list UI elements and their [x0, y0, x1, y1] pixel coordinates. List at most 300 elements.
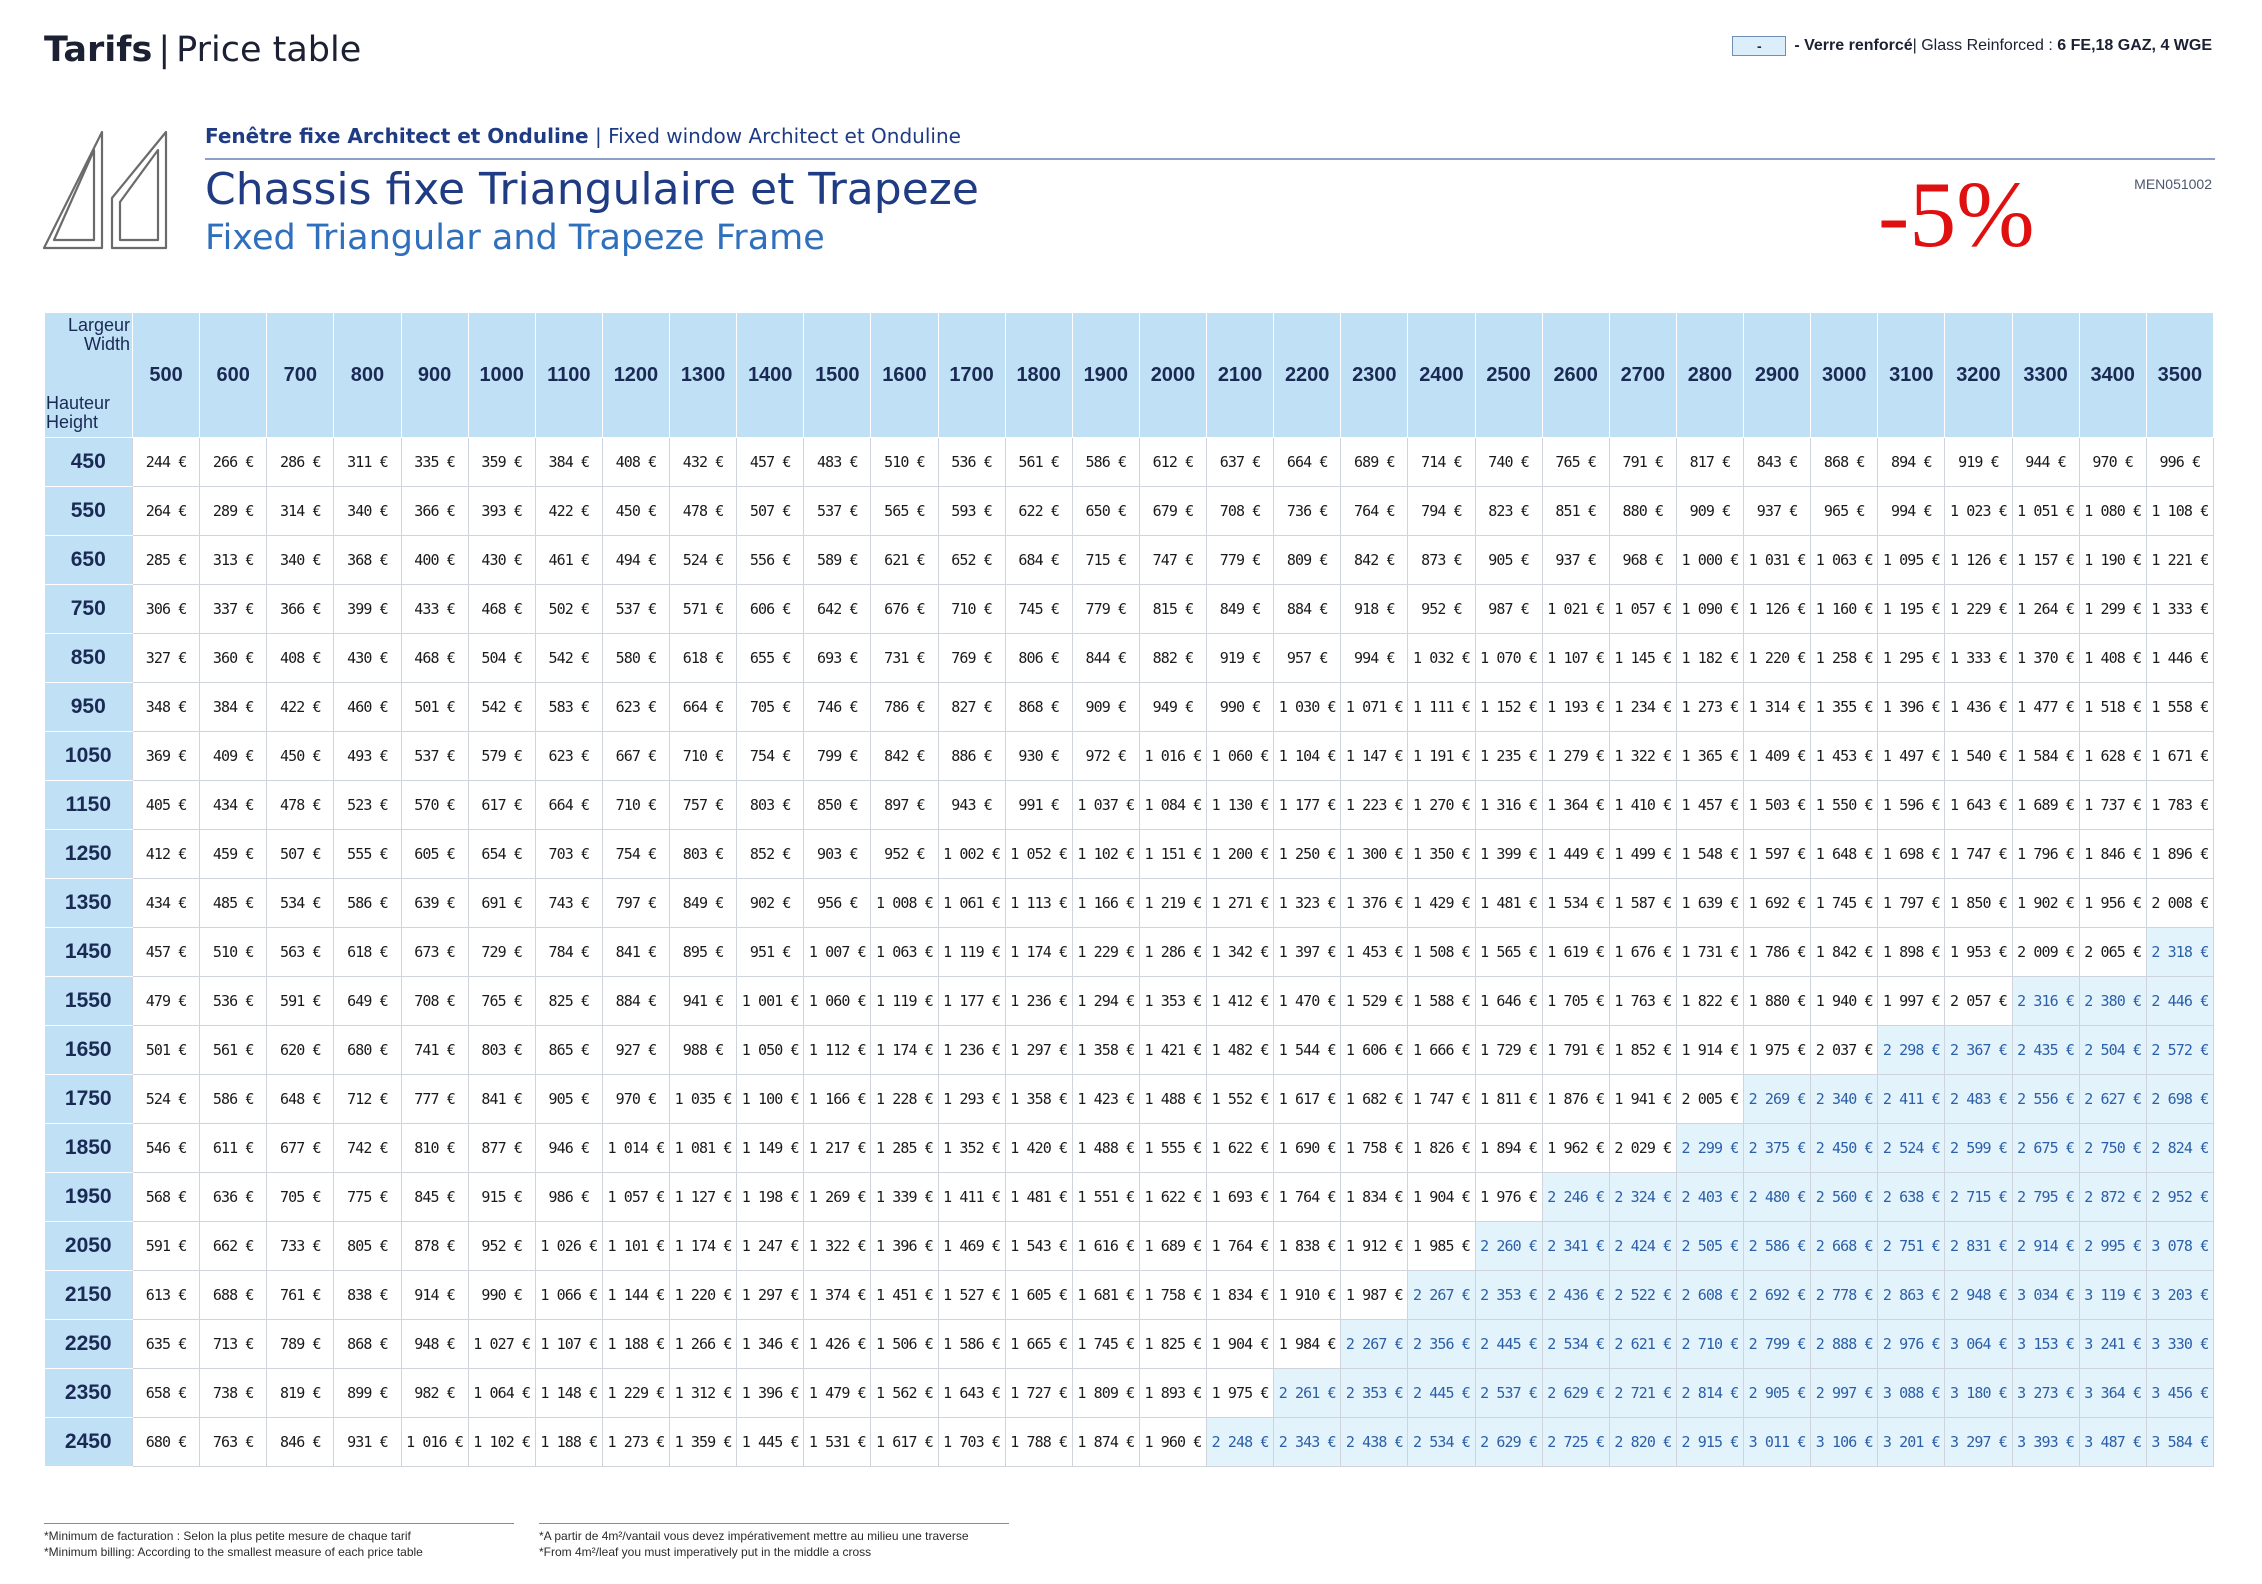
price-cell: 639 € — [401, 879, 468, 928]
price-cell: 2 629 € — [1542, 1369, 1609, 1418]
price-cell: 306 € — [133, 585, 200, 634]
price-cell: 3 456 € — [2146, 1369, 2213, 1418]
height-header-2150: 2150 — [45, 1271, 133, 1320]
price-cell: 1 220 € — [670, 1271, 737, 1320]
price-cell: 1 558 € — [2146, 683, 2213, 732]
price-cell: 806 € — [1005, 634, 1072, 683]
price-cell: 1 975 € — [1744, 1026, 1811, 1075]
price-cell: 1 681 € — [1072, 1271, 1139, 1320]
price-cell: 994 € — [1341, 634, 1408, 683]
price-cell: 946 € — [535, 1124, 602, 1173]
price-cell: 1 229 € — [1072, 928, 1139, 977]
price-cell: 1 548 € — [1676, 830, 1743, 879]
price-cell: 618 € — [334, 928, 401, 977]
price-cell: 1 834 € — [1207, 1271, 1274, 1320]
height-header-1450: 1450 — [45, 928, 133, 977]
price-cell: 1 174 € — [871, 1026, 938, 1075]
price-cell: 1 323 € — [1274, 879, 1341, 928]
price-cell: 366 € — [401, 487, 468, 536]
price-cell: 1 479 € — [804, 1369, 871, 1418]
price-cell: 649 € — [334, 977, 401, 1026]
price-cell: 461 € — [535, 536, 602, 585]
price-cell: 868 € — [1811, 438, 1878, 487]
legend-spec: 6 FE,18 GAZ, 4 WGE — [2057, 37, 2212, 54]
price-cell: 1 584 € — [2012, 732, 2079, 781]
price-cell: 457 € — [737, 438, 804, 487]
price-cell: 1 551 € — [1072, 1173, 1139, 1222]
price-cell: 713 € — [200, 1320, 267, 1369]
price-cell: 779 € — [1207, 536, 1274, 585]
price-cell: 2 411 € — [1878, 1075, 1945, 1124]
price-cell: 1 396 € — [871, 1222, 938, 1271]
price-cell: 703 € — [535, 830, 602, 879]
price-cell: 3 106 € — [1811, 1418, 1878, 1467]
price-cell: 2 534 € — [1408, 1418, 1475, 1467]
price-cell: 1 166 € — [1072, 879, 1139, 928]
price-cell: 654 € — [468, 830, 535, 879]
price-cell: 359 € — [468, 438, 535, 487]
price-cell: 1 904 € — [1408, 1173, 1475, 1222]
price-cell: 2 269 € — [1744, 1075, 1811, 1124]
price-cell: 1 353 € — [1139, 977, 1206, 1026]
price-cell: 460 € — [334, 683, 401, 732]
legend-glass: Glass Reinforced : — [1921, 37, 2058, 54]
price-cell: 2 267 € — [1341, 1320, 1408, 1369]
price-cell: 2 725 € — [1542, 1418, 1609, 1467]
price-cell: 1 228 € — [871, 1075, 938, 1124]
price-cell: 1 016 € — [401, 1418, 468, 1467]
price-cell: 1 643 € — [938, 1369, 1005, 1418]
price-cell: 1 157 € — [2012, 536, 2079, 585]
price-cell: 3 297 € — [1945, 1418, 2012, 1467]
price-cell: 943 € — [938, 781, 1005, 830]
price-cell: 3 088 € — [1878, 1369, 1945, 1418]
price-cell: 1 396 € — [737, 1369, 804, 1418]
price-cell: 662 € — [200, 1222, 267, 1271]
price-cell: 1 605 € — [1005, 1271, 1072, 1320]
height-header-650: 650 — [45, 536, 133, 585]
price-cell: 849 € — [1207, 585, 1274, 634]
price-cell: 1 783 € — [2146, 781, 2213, 830]
price-cell: 988 € — [670, 1026, 737, 1075]
price-cell: 1 273 € — [1676, 683, 1743, 732]
price-cell: 1 962 € — [1542, 1124, 1609, 1173]
price-cell: 2 504 € — [2079, 1026, 2146, 1075]
price-cell: 1 622 € — [1139, 1173, 1206, 1222]
price-cell: 623 € — [535, 732, 602, 781]
price-cell: 897 € — [871, 781, 938, 830]
price-cell: 583 € — [535, 683, 602, 732]
width-header-1300: 1300 — [670, 313, 737, 438]
price-cell: 1 506 € — [871, 1320, 938, 1369]
price-cell: 1 002 € — [938, 830, 1005, 879]
price-cell: 1 376 € — [1341, 879, 1408, 928]
legend-label-en — [1913, 37, 2212, 55]
price-cell: 1 457 € — [1676, 781, 1743, 830]
price-cell: 1 070 € — [1475, 634, 1542, 683]
price-cell: 1 764 € — [1274, 1173, 1341, 1222]
price-cell: 1 912 € — [1341, 1222, 1408, 1271]
price-cell: 2 721 € — [1609, 1369, 1676, 1418]
price-cell: 1 102 € — [1072, 830, 1139, 879]
glass-legend — [1732, 36, 2212, 56]
table-row — [45, 928, 2214, 977]
price-cell: 987 € — [1475, 585, 1542, 634]
price-cell: 850 € — [804, 781, 871, 830]
price-cell: 606 € — [737, 585, 804, 634]
price-cell: 991 € — [1005, 781, 1072, 830]
price-cell: 2 367 € — [1945, 1026, 2012, 1075]
price-cell: 1 026 € — [535, 1222, 602, 1271]
page-title — [44, 30, 361, 70]
price-cell: 1 297 € — [737, 1271, 804, 1320]
price-cell: 1 690 € — [1274, 1124, 1341, 1173]
width-header-2500: 2500 — [1475, 313, 1542, 438]
price-cell: 1 796 € — [2012, 830, 2079, 879]
price-cell: 738 € — [200, 1369, 267, 1418]
price-cell: 591 € — [133, 1222, 200, 1271]
price-cell: 1 588 € — [1408, 977, 1475, 1026]
price-cell: 915 € — [468, 1173, 535, 1222]
price-cell: 1 190 € — [2079, 536, 2146, 585]
price-cell: 3 011 € — [1744, 1418, 1811, 1467]
price-cell: 905 € — [1475, 536, 1542, 585]
height-label-fr: Hauteur — [46, 393, 111, 413]
price-cell: 1 100 € — [737, 1075, 804, 1124]
price-cell: 1 747 € — [1945, 830, 2012, 879]
price-cell: 3 119 € — [2079, 1271, 2146, 1320]
price-cell: 335 € — [401, 438, 468, 487]
price-cell: 1 374 € — [804, 1271, 871, 1320]
price-cell: 794 € — [1408, 487, 1475, 536]
price-cell: 1 597 € — [1744, 830, 1811, 879]
price-cell: 1 737 € — [2079, 781, 2146, 830]
price-cell: 1 316 € — [1475, 781, 1542, 830]
height-header-450: 450 — [45, 438, 133, 487]
legend-sep: | — [1912, 37, 1922, 54]
price-cell: 899 € — [334, 1369, 401, 1418]
width-header-800: 800 — [334, 313, 401, 438]
price-cell: 903 € — [804, 830, 871, 879]
price-cell: 311 € — [334, 438, 401, 487]
price-cell: 1 596 € — [1878, 781, 1945, 830]
price-cell: 412 € — [133, 830, 200, 879]
price-cell: 1 066 € — [535, 1271, 602, 1320]
width-header-1700: 1700 — [938, 313, 1005, 438]
width-header-2600: 2600 — [1542, 313, 1609, 438]
price-cell: 1 550 € — [1811, 781, 1878, 830]
price-cell: 769 € — [938, 634, 1005, 683]
price-cell: 483 € — [804, 438, 871, 487]
price-cell: 524 € — [670, 536, 737, 585]
price-cell: 1 834 € — [1341, 1173, 1408, 1222]
price-cell: 286 € — [267, 438, 334, 487]
price-cell: 3 364 € — [2079, 1369, 2146, 1418]
price-cell: 1 217 € — [804, 1124, 871, 1173]
price-cell: 1 236 € — [1005, 977, 1072, 1026]
title-separator: | — [158, 30, 171, 70]
price-cell: 1 195 € — [1878, 585, 1945, 634]
price-cell: 507 € — [737, 487, 804, 536]
price-cell: 1 350 € — [1408, 830, 1475, 879]
price-cell: 1 032 € — [1408, 634, 1475, 683]
price-cell: 745 € — [1005, 585, 1072, 634]
table-row — [45, 977, 2214, 1026]
price-cell: 1 565 € — [1475, 928, 1542, 977]
price-cell: 2 341 € — [1542, 1222, 1609, 1271]
price-cell: 1 503 € — [1744, 781, 1811, 830]
price-cell: 1 499 € — [1609, 830, 1676, 879]
width-header-2100: 2100 — [1207, 313, 1274, 438]
price-cell: 803 € — [737, 781, 804, 830]
price-cell: 2 524 € — [1878, 1124, 1945, 1173]
product-subheading-sep: | — [588, 124, 609, 148]
price-cell: 784 € — [535, 928, 602, 977]
price-cell: 1 000 € — [1676, 536, 1743, 585]
price-cell: 652 € — [938, 536, 1005, 585]
price-cell: 285 € — [133, 536, 200, 585]
width-header-1100: 1100 — [535, 313, 602, 438]
price-cell: 1 518 € — [2079, 683, 2146, 732]
price-cell: 825 € — [535, 977, 602, 1026]
price-cell: 3 153 € — [2012, 1320, 2079, 1369]
price-cell: 1 188 € — [535, 1418, 602, 1467]
price-cell: 1 250 € — [1274, 830, 1341, 879]
price-cell: 1 956 € — [2079, 879, 2146, 928]
price-cell: 1 940 € — [1811, 977, 1878, 1026]
price-cell: 941 € — [670, 977, 737, 1026]
price-cell: 1 322 € — [804, 1222, 871, 1271]
price-cell: 970 € — [2079, 438, 2146, 487]
width-header-1600: 1600 — [871, 313, 938, 438]
price-cell: 1 051 € — [2012, 487, 2079, 536]
price-cell: 1 671 € — [2146, 732, 2213, 781]
price-cell: 1 975 € — [1207, 1369, 1274, 1418]
price-cell: 931 € — [334, 1418, 401, 1467]
price-cell: 2 343 € — [1274, 1418, 1341, 1467]
page-title-fr: Tarifs — [44, 30, 153, 70]
price-cell: 1 346 € — [737, 1320, 804, 1369]
price-cell: 817 € — [1676, 438, 1743, 487]
price-cell: 1 144 € — [602, 1271, 669, 1320]
price-cell: 1 914 € — [1676, 1026, 1743, 1075]
price-cell: 823 € — [1475, 487, 1542, 536]
price-cell: 1 266 € — [670, 1320, 737, 1369]
width-header-3300: 3300 — [2012, 313, 2079, 438]
price-cell: 2 261 € — [1274, 1369, 1341, 1418]
price-cell: 2 905 € — [1744, 1369, 1811, 1418]
price-cell: 422 € — [267, 683, 334, 732]
price-cell: 786 € — [871, 683, 938, 732]
price-cell: 1 758 € — [1341, 1124, 1408, 1173]
price-cell: 1 896 € — [2146, 830, 2213, 879]
price-cell: 1 359 € — [670, 1418, 737, 1467]
price-cell: 948 € — [401, 1320, 468, 1369]
price-cell: 2 505 € — [1676, 1222, 1743, 1271]
price-cell: 368 € — [334, 536, 401, 585]
price-cell: 902 € — [737, 879, 804, 928]
price-cell: 3 393 € — [2012, 1418, 2079, 1467]
table-row — [45, 1222, 2214, 1271]
price-cell: 937 € — [1744, 487, 1811, 536]
price-cell: 2 298 € — [1878, 1026, 1945, 1075]
price-cell: 852 € — [737, 830, 804, 879]
price-cell: 618 € — [670, 634, 737, 683]
height-header-1650: 1650 — [45, 1026, 133, 1075]
width-header-2900: 2900 — [1744, 313, 1811, 438]
price-cell: 485 € — [200, 879, 267, 928]
price-cell: 314 € — [267, 487, 334, 536]
price-cell: 1 953 € — [1945, 928, 2012, 977]
width-header-row — [45, 313, 2214, 438]
price-cell: 809 € — [1274, 536, 1341, 585]
price-cell: 1 984 € — [1274, 1320, 1341, 1369]
width-header-500: 500 — [133, 313, 200, 438]
price-cell: 337 € — [200, 585, 267, 634]
price-cell: 450 € — [602, 487, 669, 536]
price-cell: 1 586 € — [938, 1320, 1005, 1369]
price-cell: 1 617 € — [871, 1418, 938, 1467]
price-cell: 1 894 € — [1475, 1124, 1542, 1173]
price-cell: 2 952 € — [2146, 1173, 2213, 1222]
price-cell: 2 638 € — [1878, 1173, 1945, 1222]
price-cell: 1 258 € — [1811, 634, 1878, 683]
price-cell: 1 508 € — [1408, 928, 1475, 977]
price-cell: 2 629 € — [1475, 1418, 1542, 1467]
price-cell: 580 € — [602, 634, 669, 683]
width-header-3200: 3200 — [1945, 313, 2012, 438]
price-cell: 655 € — [737, 634, 804, 683]
price-cell: 797 € — [602, 879, 669, 928]
price-cell: 664 € — [535, 781, 602, 830]
price-cell: 877 € — [468, 1124, 535, 1173]
footnote-divider — [44, 1523, 514, 1524]
price-cell: 537 € — [602, 585, 669, 634]
price-cell: 1 534 € — [1542, 879, 1609, 928]
price-cell: 664 € — [1274, 438, 1341, 487]
price-cell: 1 470 € — [1274, 977, 1341, 1026]
price-cell: 2 246 € — [1542, 1173, 1609, 1222]
price-cell: 2 534 € — [1542, 1320, 1609, 1369]
price-cell: 712 € — [334, 1075, 401, 1124]
price-cell: 827 € — [938, 683, 1005, 732]
page-title-en: Price table — [176, 30, 362, 70]
price-cell: 1 985 € — [1408, 1222, 1475, 1271]
price-cell: 591 € — [267, 977, 334, 1026]
price-cell: 757 € — [670, 781, 737, 830]
price-cell: 1 846 € — [2079, 830, 2146, 879]
price-cell: 986 € — [535, 1173, 602, 1222]
price-cell: 1 408 € — [2079, 634, 2146, 683]
price-cell: 2 824 € — [2146, 1124, 2213, 1173]
price-cell: 340 € — [267, 536, 334, 585]
price-cell: 1 333 € — [1945, 634, 2012, 683]
price-cell: 1 562 € — [871, 1369, 938, 1418]
width-header-1800: 1800 — [1005, 313, 1072, 438]
width-header-2800: 2800 — [1676, 313, 1743, 438]
width-label-fr: Largeur — [67, 315, 130, 335]
price-cell: 705 € — [737, 683, 804, 732]
price-cell: 1 229 € — [602, 1369, 669, 1418]
price-cell: 1 606 € — [1341, 1026, 1408, 1075]
price-cell: 586 € — [1072, 438, 1139, 487]
price-cell: 648 € — [267, 1075, 334, 1124]
price-cell: 1 616 € — [1072, 1222, 1139, 1271]
price-cell: 1 295 € — [1878, 634, 1945, 683]
price-cell: 1 299 € — [2079, 585, 2146, 634]
price-cell: 2 356 € — [1408, 1320, 1475, 1369]
price-cell: 1 639 € — [1676, 879, 1743, 928]
price-cell: 1 001 € — [737, 977, 804, 1026]
price-cell: 733 € — [267, 1222, 334, 1271]
price-cell: 2 436 € — [1542, 1271, 1609, 1320]
price-cell: 637 € — [1207, 438, 1274, 487]
price-cell: 1 177 € — [938, 977, 1005, 1026]
price-cell: 2 267 € — [1408, 1271, 1475, 1320]
price-cell: 841 € — [468, 1075, 535, 1124]
price-cell: 611 € — [200, 1124, 267, 1173]
width-header-3100: 3100 — [1878, 313, 1945, 438]
price-cell: 952 € — [871, 830, 938, 879]
price-cell: 3 180 € — [1945, 1369, 2012, 1418]
price-cell: 2 324 € — [1609, 1173, 1676, 1222]
price-cell: 994 € — [1878, 487, 1945, 536]
price-cell: 677 € — [267, 1124, 334, 1173]
price-cell: 1 269 € — [804, 1173, 871, 1222]
price-cell: 841 € — [602, 928, 669, 977]
price-cell: 2 820 € — [1609, 1418, 1676, 1467]
price-cell: 650 € — [1072, 487, 1139, 536]
price-cell: 742 € — [334, 1124, 401, 1173]
price-cell: 1 152 € — [1475, 683, 1542, 732]
price-cell: 617 € — [468, 781, 535, 830]
price-cell: 710 € — [602, 781, 669, 830]
price-cell: 805 € — [334, 1222, 401, 1271]
price-cell: 1 543 € — [1005, 1222, 1072, 1271]
height-header-2350: 2350 — [45, 1369, 133, 1418]
price-cell: 842 € — [1341, 536, 1408, 585]
price-cell: 736 € — [1274, 487, 1341, 536]
price-cell: 1 221 € — [2146, 536, 2213, 585]
price-cell: 1 727 € — [1005, 1369, 1072, 1418]
price-cell: 1 822 € — [1676, 977, 1743, 1026]
price-cell: 479 € — [133, 977, 200, 1026]
price-cell: 952 € — [468, 1222, 535, 1271]
price-cell: 468 € — [401, 634, 468, 683]
price-cell: 1 745 € — [1072, 1320, 1139, 1369]
price-cell: 1 941 € — [1609, 1075, 1676, 1124]
price-cell: 667 € — [602, 732, 669, 781]
price-cell: 635 € — [133, 1320, 200, 1369]
price-cell: 586 € — [200, 1075, 267, 1124]
price-cell: 2 914 € — [2012, 1222, 2079, 1271]
price-cell: 1 322 € — [1609, 732, 1676, 781]
table-row — [45, 487, 2214, 536]
price-cell: 838 € — [334, 1271, 401, 1320]
price-cell: 1 791 € — [1542, 1026, 1609, 1075]
price-cell: 3 330 € — [2146, 1320, 2213, 1369]
price-cell: 868 € — [1005, 683, 1072, 732]
price-cell: 1 481 € — [1475, 879, 1542, 928]
price-cell: 450 € — [267, 732, 334, 781]
price-cell: 1 119 € — [938, 928, 1005, 977]
price-cell: 982 € — [401, 1369, 468, 1418]
price-cell: 1 008 € — [871, 879, 938, 928]
price-cell: 1 412 € — [1207, 977, 1274, 1026]
width-header-700: 700 — [267, 313, 334, 438]
price-cell: 623 € — [602, 683, 669, 732]
price-cell: 1 409 € — [1744, 732, 1811, 781]
